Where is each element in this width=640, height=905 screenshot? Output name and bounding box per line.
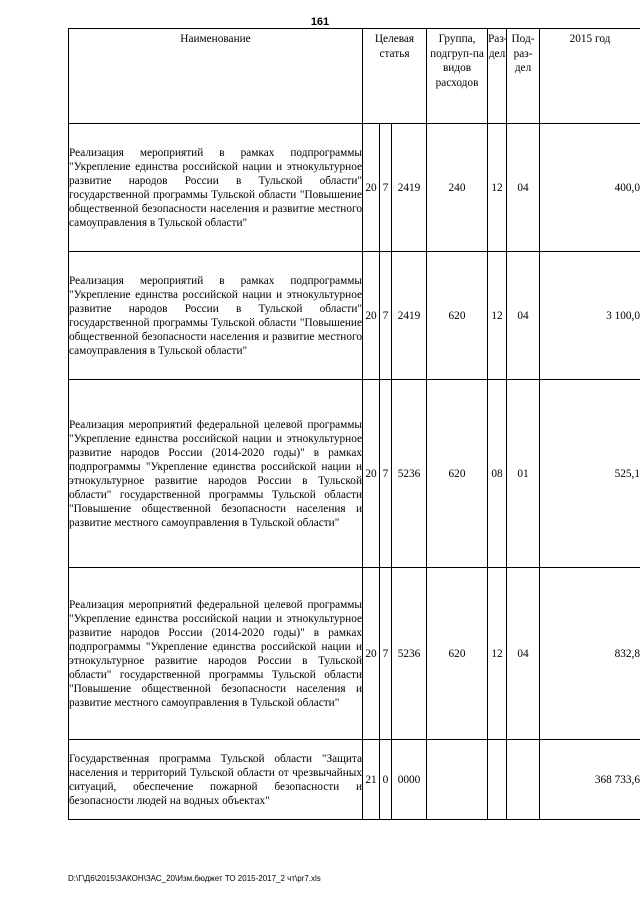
row-section: 12 (488, 124, 507, 252)
row-name: Реализация мероприятий федеральной целевой программы "Укрепление единства российской нации и этнокультурное развитие народов России (2014-2020 годы)" в рамках подпрограммы "Укрепление единства российской нации и этнокультурное развитие народов России в Тульской области" государственной программы Тульской области "Повышение общественной безопасности населения и развитие местного самоуправления в Тульской области" (69, 380, 363, 568)
table-row (69, 740, 640, 820)
table-row (69, 568, 640, 740)
row-article-subprogram: 7 (380, 380, 392, 568)
table-row (69, 252, 640, 380)
header-section: Раз-дел (488, 29, 507, 124)
footer-file-path: D:\Г\Д6\2015\ЗАКОН\ЗАС_20\Изм.бюджет ТО 2015-2017_2 чт\pr7.xls (68, 874, 321, 883)
row-article-direction: 5236 (392, 380, 427, 568)
row-amount-2015: 368 733,6 (540, 740, 640, 820)
row-name: Реализация мероприятий в рамках подпрограммы "Укрепление единства российской нации и этнокультурное развитие народов России в Тульской области" государственной программы Тульской области "Повышение общественной безопасности населения и развитие местного самоуправления в Тульской области" (69, 252, 363, 380)
row-article-program: 20 (363, 568, 380, 740)
row-article-program: 20 (363, 252, 380, 380)
row-section: 08 (488, 380, 507, 568)
row-amount-2015: 3 100,0 (540, 252, 640, 380)
table-header-row (69, 29, 640, 124)
row-article-direction: 2419 (392, 124, 427, 252)
row-amount-2015: 525,1 (540, 380, 640, 568)
row-subsection: 01 (507, 380, 540, 568)
page-number: 161 (310, 16, 330, 28)
row-name: Реализация мероприятий в рамках подпрограммы "Укрепление единства российской нации и этнокультурное развитие народов России в Тульской области" государственной программы Тульской области "Повышение общественной безопасности населения и развитие местного самоуправления в Тульской области" (69, 124, 363, 252)
table-row (69, 124, 640, 252)
row-article-program: 20 (363, 124, 380, 252)
header-expense-group: Группа, подгруп-па видов расходов (427, 29, 488, 124)
row-section (488, 740, 507, 820)
row-article-direction: 2419 (392, 252, 427, 380)
budget-table (68, 28, 640, 820)
header-name: Наименование (69, 29, 363, 124)
row-name: Государственная программа Тульской области "Защита населения и территорий Тульской области от чрезвычайных ситуаций, обеспечение пожарной безопасности и безопасности людей на водных объектах" (69, 740, 363, 820)
row-subsection (507, 740, 540, 820)
row-article-direction: 5236 (392, 568, 427, 740)
row-subsection: 04 (507, 252, 540, 380)
row-article-subprogram: 7 (380, 568, 392, 740)
row-section: 12 (488, 568, 507, 740)
table-row (69, 380, 640, 568)
row-article-subprogram: 7 (380, 252, 392, 380)
header-target-article: Целевая статья (363, 29, 427, 124)
row-name: Реализация мероприятий федеральной целевой программы "Укрепление единства российской нации и этнокультурное развитие народов России (2014-2020 годы)" в рамках подпрограммы "Укрепление единства российской нации и этнокультурное развитие народов России в Тульской области" государственной программы Тульской области "Повышение общественной безопасности населения и развитие местного самоуправления в Тульской области" (69, 568, 363, 740)
row-article-direction: 0000 (392, 740, 427, 820)
row-expense-group: 240 (427, 124, 488, 252)
row-article-subprogram: 0 (380, 740, 392, 820)
header-subsection: Под-раз-дел (507, 29, 540, 124)
row-amount-2015: 832,8 (540, 568, 640, 740)
row-expense-group: 620 (427, 252, 488, 380)
row-expense-group: 620 (427, 380, 488, 568)
row-expense-group (427, 740, 488, 820)
row-subsection: 04 (507, 124, 540, 252)
row-expense-group: 620 (427, 568, 488, 740)
row-article-subprogram: 7 (380, 124, 392, 252)
row-amount-2015: 400,0 (540, 124, 640, 252)
row-subsection: 04 (507, 568, 540, 740)
row-article-program: 20 (363, 380, 380, 568)
row-section: 12 (488, 252, 507, 380)
row-article-program: 21 (363, 740, 380, 820)
header-year: 2015 год (540, 29, 640, 124)
